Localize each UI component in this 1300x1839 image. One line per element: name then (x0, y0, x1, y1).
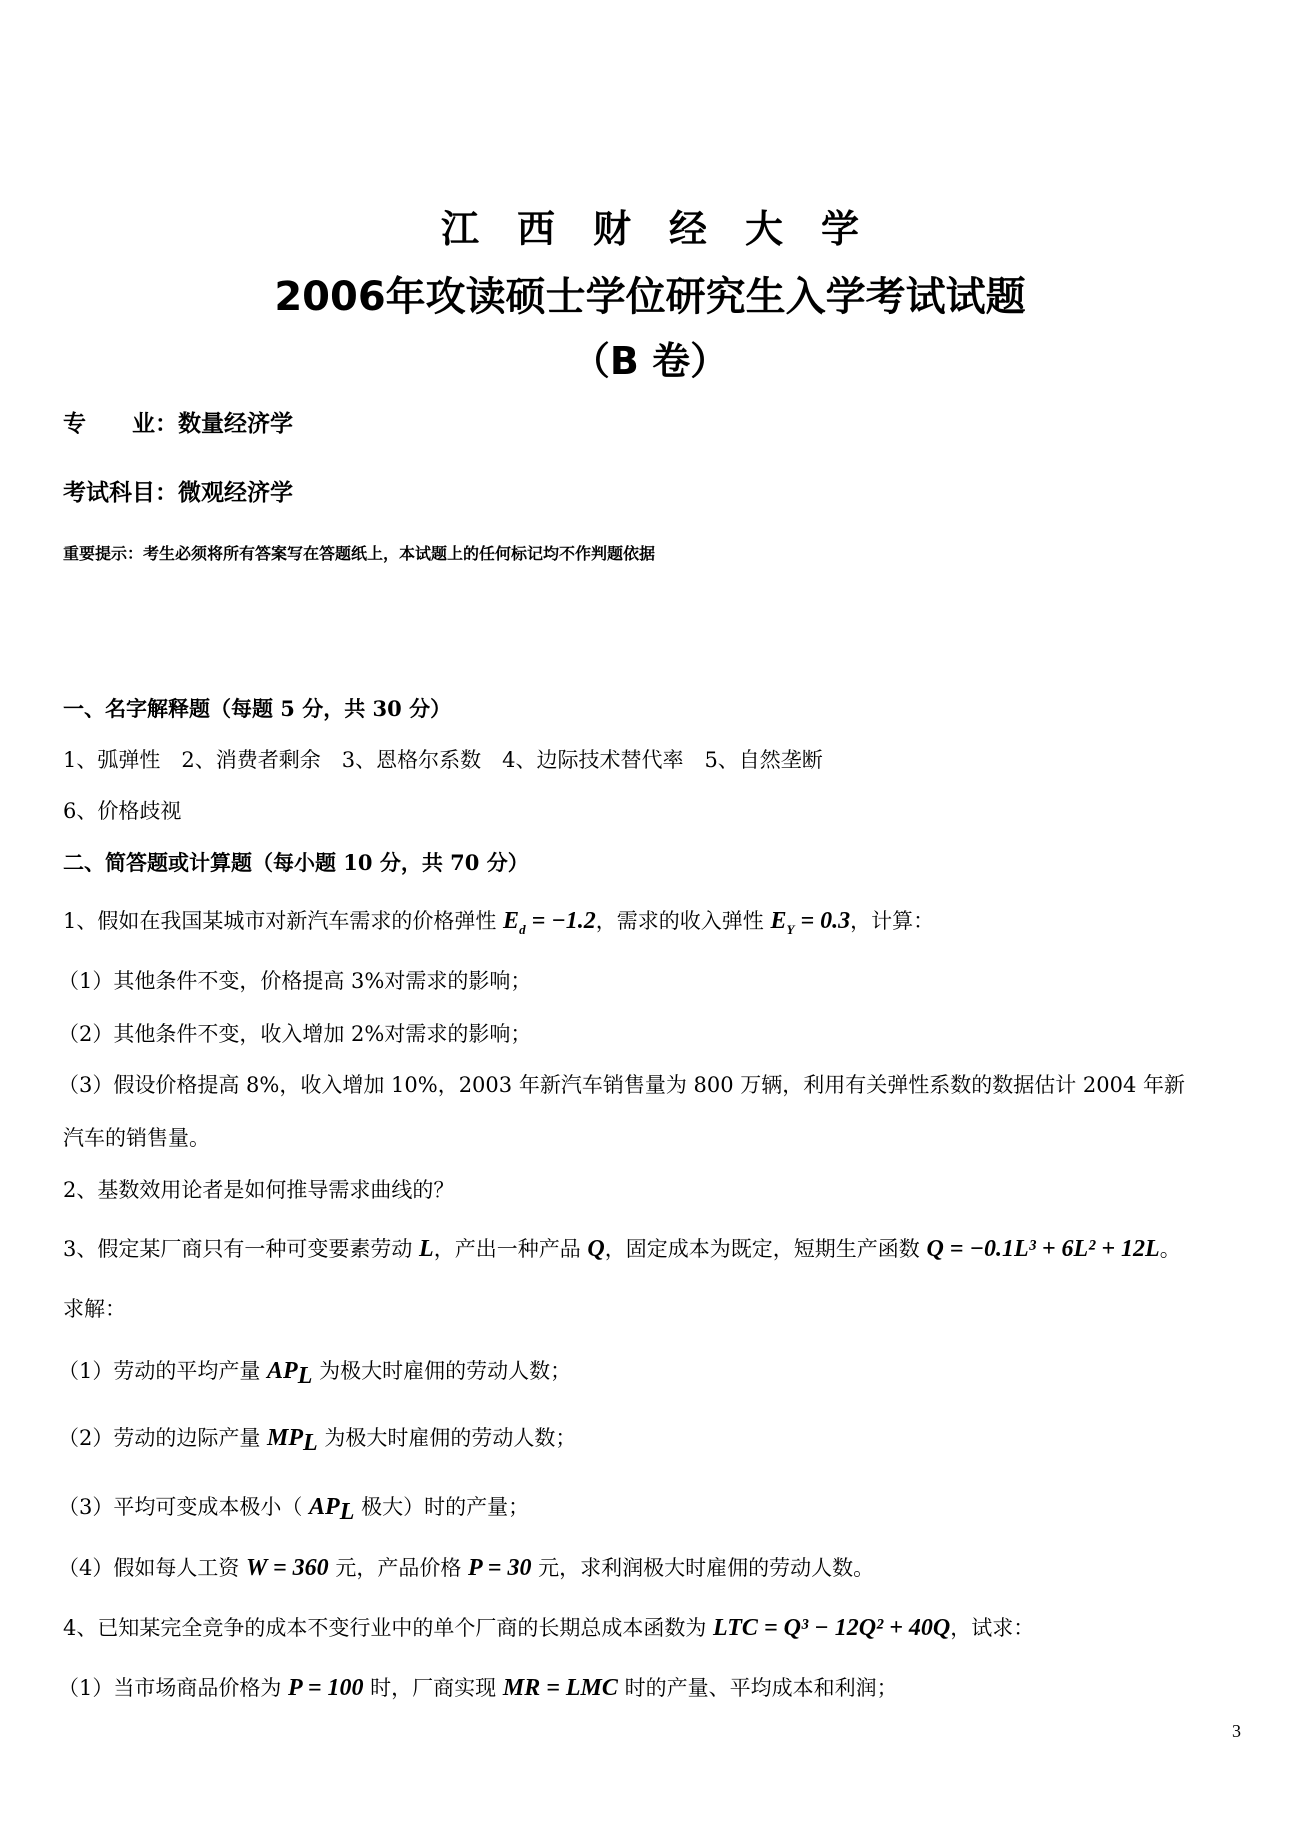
major: 专 业：数量经济学 (63, 411, 293, 437)
q3-sub4: （4）假如每人工资 W = 360 元，产品价格 P = 30 元，求利润极大时雇佣的劳动人数。 (58, 1555, 875, 1581)
notice: 重要提示：考生必须将所有答案写在答题纸上，本试题上的任何标记均不作判题依据 (63, 544, 656, 563)
q3-sub3: （3）平均可变成本极小（ $AP_L$ 极大）时的产量； (58, 1494, 530, 1526)
question-2: 2、基数效用论者是如何推导需求曲线的？ (63, 1178, 455, 1202)
q3-sub1: （1）劳动的平均产量 $AP_L$ 为极大时雇佣的劳动人数； (58, 1358, 572, 1390)
q1-sub3-cont: 汽车的销售量。 (63, 1126, 210, 1150)
school-name: 江 西 财 经 大 学 (440, 207, 859, 251)
subject: 考试科目：微观经济学 (63, 480, 293, 506)
q1-sub3: （3）假设价格提高 8%，收入增加 10%，2003 年新汽车销售量为 800 万辆，利用有关弹性系数的数据估计 2004 年新 (58, 1073, 1186, 1097)
q3-solve: 求解： (63, 1297, 126, 1321)
question-3: 3、假定某厂商只有一种可变要素劳动 L，产出一种产品 Q，固定成本为既定，短期生产函数 Q = −0.1L³ + 6L² + 12L。 (63, 1236, 1181, 1262)
q1-sub2: （2）其他条件不变，收入增加 2%对需求的影响； (58, 1022, 532, 1046)
exam-title: 2006年攻读硕士学位研究生入学考试试题 (274, 274, 1026, 320)
paper-variant: （B 卷） (571, 339, 729, 383)
page-number: 3 (1232, 1721, 1241, 1741)
section1-terms-1: 1、弧弹性 2、消费者剩余 3、恩格尔系数 4、边际技术替代率 5、自然垄断 (63, 748, 823, 772)
section1-terms-2: 6、价格歧视 (63, 799, 182, 823)
question-4: 4、已知某完全竞争的成本不变行业中的单个厂商的长期总成本函数为 LTC = Q³ − 12Q² + 40Q，试求： (63, 1615, 1035, 1641)
question-1: 1、假如在我国某城市对新汽车需求的价格弹性 $E_d = -1.2$，需求的收入弹性 $E_Y = 0.3$，计算： (63, 908, 935, 937)
q1-sub1: （1）其他条件不变，价格提高 3%对需求的影响； (58, 969, 532, 993)
q3-sub2: （2）劳动的边际产量 $MP_L$ 为极大时雇佣的劳动人数； (58, 1425, 577, 1457)
q4-sub1: （1）当市场商品价格为 P = 100 时，厂商实现 MR = LMC 时的产量、平均成本和利润； (58, 1675, 898, 1701)
section2-title: 二、简答题或计算题（每小题 10 分，共 70 分） (63, 850, 529, 875)
section1-title: 一、名字解释题（每题 5 分，共 30 分） (63, 696, 452, 721)
